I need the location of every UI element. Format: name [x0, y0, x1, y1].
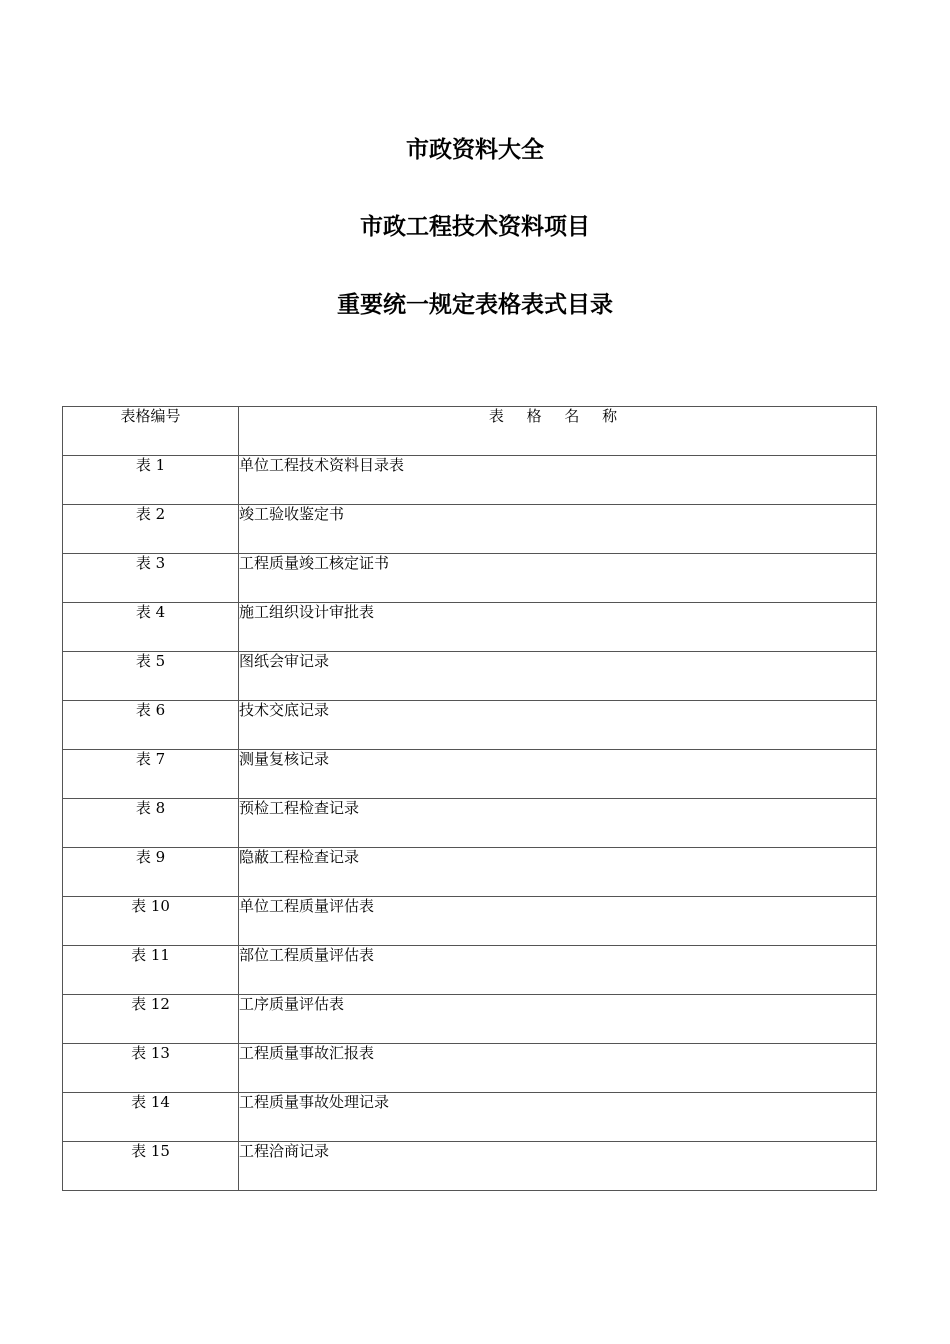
table-row	[63, 848, 877, 897]
table-row	[63, 995, 877, 1044]
form-name: 施工组织设计审批表	[239, 603, 877, 652]
form-name: 工程质量事故处理记录	[239, 1093, 877, 1142]
document-title: 市政资料大全	[406, 137, 544, 163]
form-number: 表 1	[63, 456, 239, 505]
table-row	[63, 946, 877, 995]
form-name: 竣工验收鉴定书	[239, 505, 877, 554]
table-header-row	[63, 407, 877, 456]
table-row	[63, 799, 877, 848]
table-row	[63, 1142, 877, 1191]
form-name: 部位工程质量评估表	[239, 946, 877, 995]
form-name: 技术交底记录	[239, 701, 877, 750]
form-name: 工程洽商记录	[239, 1142, 877, 1191]
form-number: 表 6	[63, 701, 239, 750]
form-index-table	[62, 406, 877, 1191]
form-name: 工程质量事故汇报表	[239, 1044, 877, 1093]
header-form-name: 表 格 名 称	[239, 407, 877, 456]
form-number: 表 15	[63, 1142, 239, 1191]
table-row	[63, 505, 877, 554]
form-number: 表 5	[63, 652, 239, 701]
table-row	[63, 1044, 877, 1093]
form-number: 表 9	[63, 848, 239, 897]
form-number: 表 13	[63, 1044, 239, 1093]
table-row	[63, 456, 877, 505]
form-number: 表 2	[63, 505, 239, 554]
table-row	[63, 701, 877, 750]
table-row	[63, 554, 877, 603]
document-subtitle: 市政工程技术资料项目	[360, 214, 590, 240]
form-number: 表 8	[63, 799, 239, 848]
table-row	[63, 603, 877, 652]
form-number: 表 4	[63, 603, 239, 652]
table-row	[63, 750, 877, 799]
document-subtitle-2: 重要统一规定表格表式目录	[337, 292, 613, 318]
table-row	[63, 652, 877, 701]
form-number: 表 14	[63, 1093, 239, 1142]
table-row	[63, 897, 877, 946]
form-name: 测量复核记录	[239, 750, 877, 799]
form-name: 图纸会审记录	[239, 652, 877, 701]
form-name: 隐蔽工程检查记录	[239, 848, 877, 897]
form-name: 工序质量评估表	[239, 995, 877, 1044]
form-number: 表 3	[63, 554, 239, 603]
form-name: 工程质量竣工核定证书	[239, 554, 877, 603]
form-name: 单位工程技术资料目录表	[239, 456, 877, 505]
table-row	[63, 1093, 877, 1142]
form-number: 表 7	[63, 750, 239, 799]
header-form-number: 表格编号	[63, 407, 239, 456]
form-number: 表 12	[63, 995, 239, 1044]
form-name: 单位工程质量评估表	[239, 897, 877, 946]
form-number: 表 10	[63, 897, 239, 946]
table-body	[63, 456, 877, 1191]
form-name: 预检工程检查记录	[239, 799, 877, 848]
form-number: 表 11	[63, 946, 239, 995]
